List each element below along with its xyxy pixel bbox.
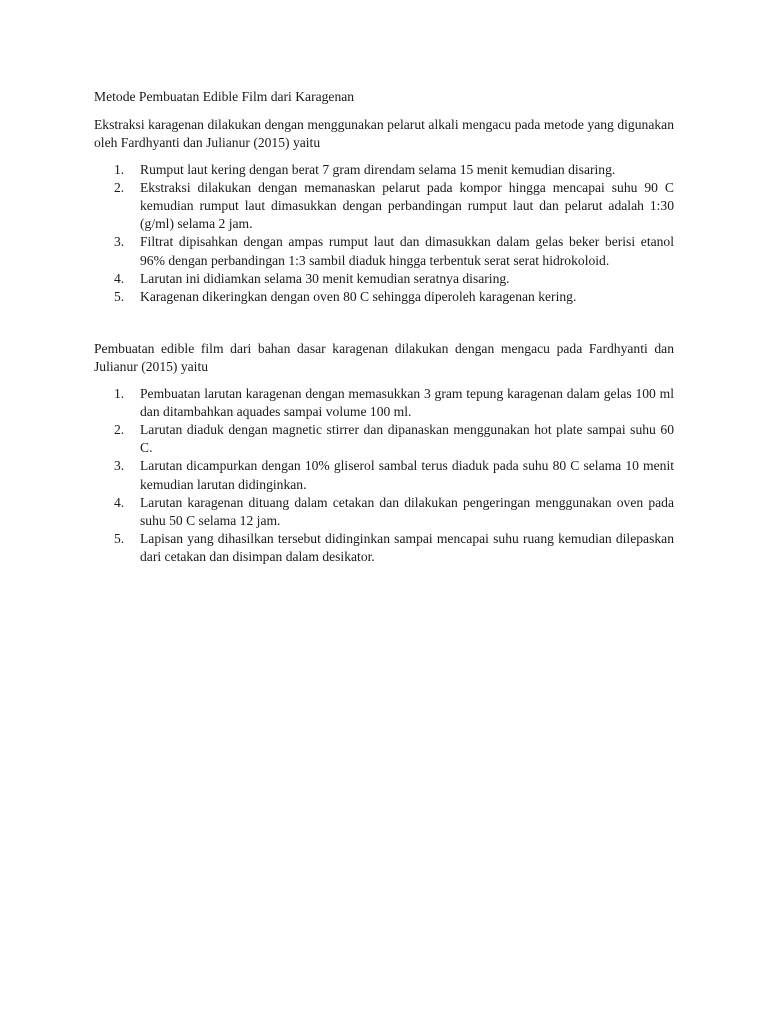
list-item-text: Karagenan dikeringkan dengan oven 80 C sehingga diperoleh karagenan kering.: [140, 289, 577, 305]
section-spacer: [94, 306, 674, 340]
list-item-number: 3.: [114, 234, 125, 250]
list-item-number: 1.: [114, 385, 125, 401]
list-item-number: 2.: [114, 179, 125, 195]
list-item-number: 5.: [114, 289, 125, 305]
list-item-text: Larutan karagenan dituang dalam cetakan dan dilakukan pengeringan menggunakan oven pada suhu 50 C selama 12 jam.: [140, 494, 674, 529]
list-item-text: Lapisan yang dihasilkan tersebut didinginkan sampai mencapai suhu ruang kemudian dilepaskan dari cetakan dan disimpan dalam desikator.: [140, 531, 674, 565]
list-item: [94, 270, 674, 288]
extraction-steps-list: [94, 161, 674, 307]
list-item: [94, 161, 674, 179]
list-item: [94, 530, 674, 566]
list-item-number: 1.: [114, 161, 125, 177]
list-item: [94, 457, 674, 493]
list-item: [94, 288, 674, 306]
list-item-text: Larutan ini didiamkan selama 30 menit kemudian seratnya disaring.: [140, 270, 510, 286]
document-title: Metode Pembuatan Edible Film dari Karagenan: [94, 89, 355, 104]
list-item-number: 3.: [114, 458, 125, 474]
list-item-text: Rumput laut kering dengan berat 7 gram direndam selama 15 menit kemudian disaring.: [140, 161, 616, 177]
list-item: [94, 233, 674, 269]
list-item-text: Larutan dicampurkan dengan 10% gliserol sambal terus diaduk pada suhu 80 C selama 10 menit kemudian larutan didinginkan.: [140, 458, 674, 492]
list-item-number: 4.: [114, 270, 125, 286]
section2-intro: Pembuatan edible film dari bahan dasar karagenan dilakukan dengan mengacu pada Fardhyanti dan Julianur (2015) yaitu: [94, 341, 674, 375]
list-item-text: Larutan diaduk dengan magnetic stirrer dan dipanaskan menggunakan hot plate sampai suhu 60 C.: [140, 422, 674, 456]
list-item: [94, 421, 674, 457]
section1-intro: Ekstraksi karagenan dilakukan dengan menggunakan pelarut alkali mengacu pada metode yang digunakan oleh Fardhyanti dan Julianur (2015) yaitu: [94, 117, 674, 151]
list-item: [94, 179, 674, 234]
list-item-text: Ekstraksi dilakukan dengan memanaskan pelarut pada kompor hingga mencapai suhu 90 C kemudian rumput laut dimasukkan dengan perbandingan rumput laut dan pelarut adalah 1:30 (g/ml) selama 2 jam.: [140, 179, 674, 232]
document-page: [94, 88, 674, 567]
list-item-text: Pembuatan larutan karagenan dengan memasukkan 3 gram tepung karagenan dalam gelas 100 ml dan ditambahkan aquades sampai volume 100 ml.: [140, 385, 674, 419]
list-item-number: 5.: [114, 531, 125, 547]
list-item-text: Filtrat dipisahkan dengan ampas rumput laut dan dimasukkan dalam gelas beker berisi etanol 96% dengan perbandingan 1:3 sambil diaduk hingga terbentuk serat serat hidrokoloid.: [140, 234, 674, 268]
list-item-number: 2.: [114, 422, 125, 438]
list-item-number: 4.: [114, 494, 125, 510]
list-item: [94, 494, 674, 530]
film-steps-list: [94, 385, 674, 567]
list-item: [94, 385, 674, 421]
